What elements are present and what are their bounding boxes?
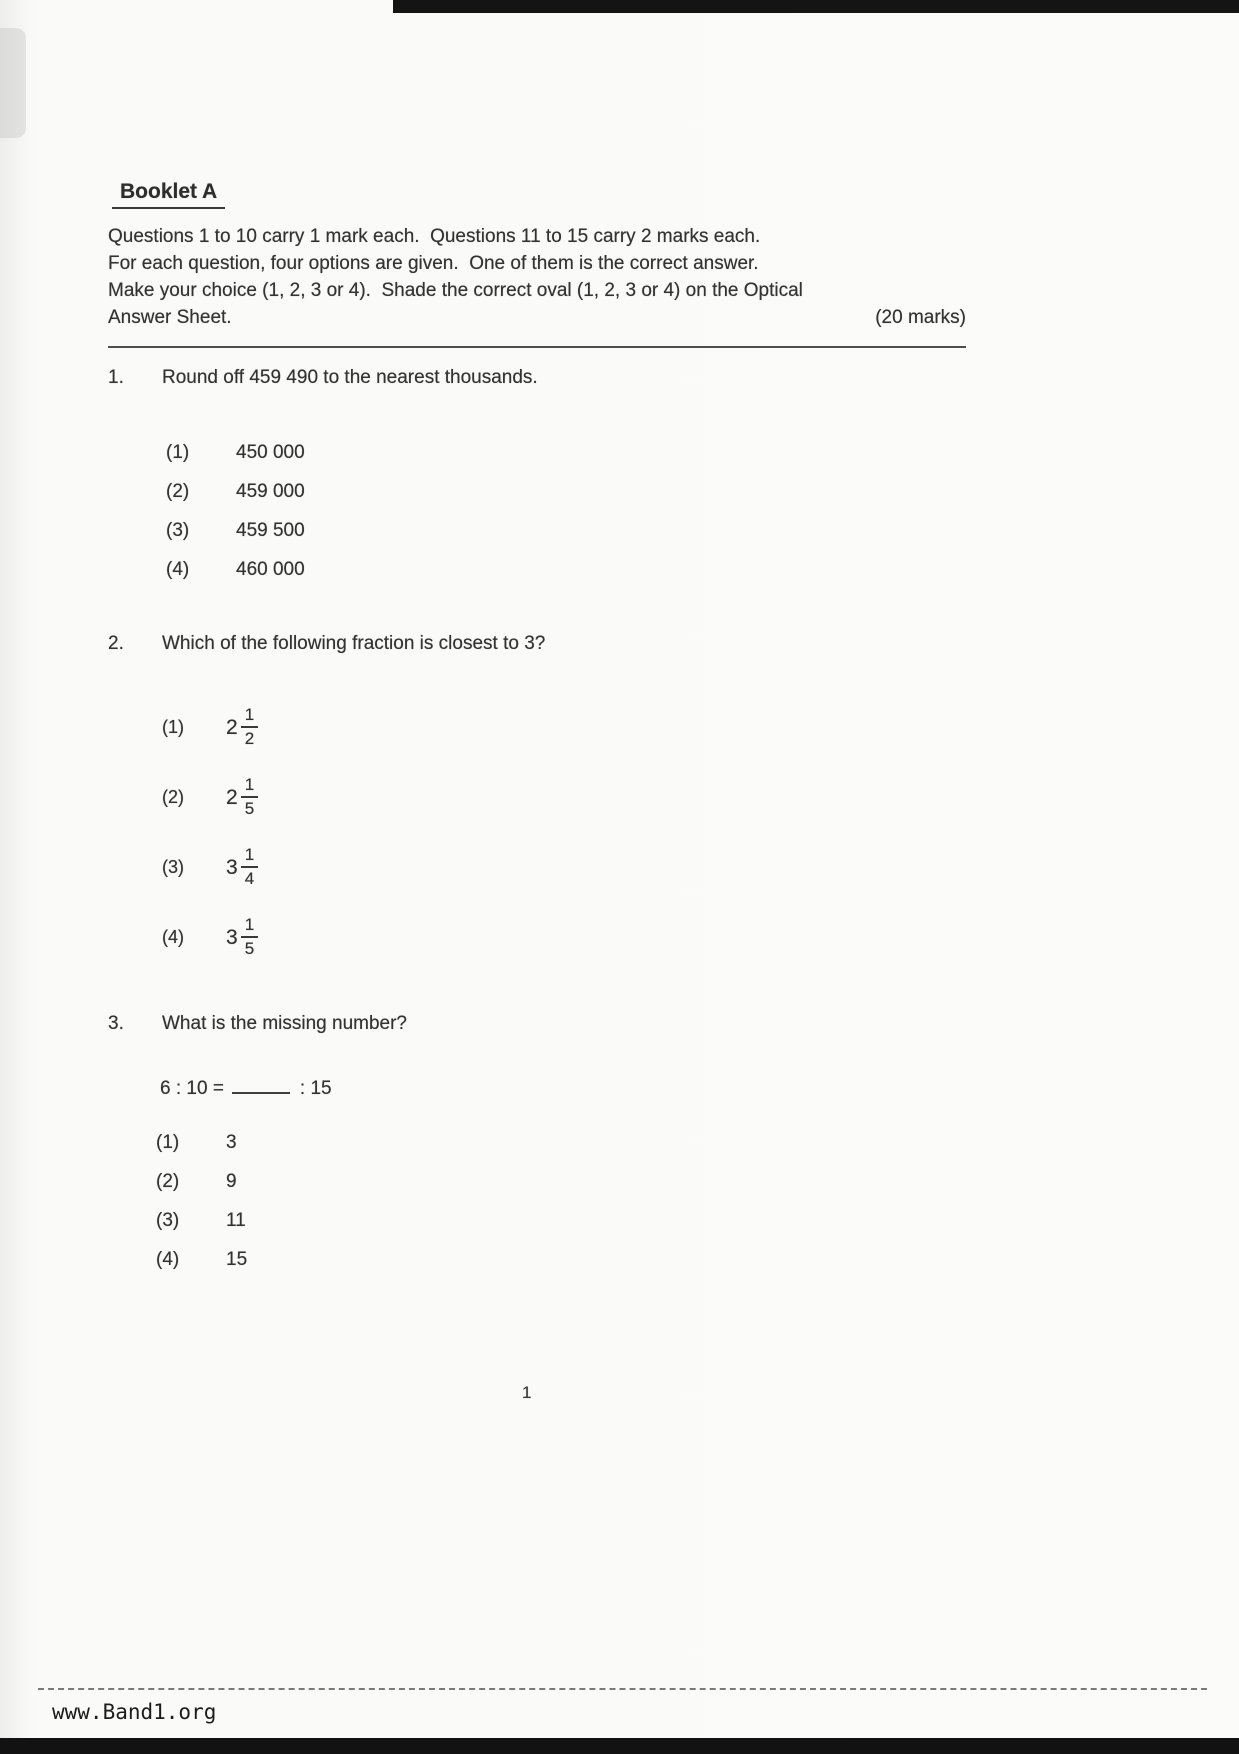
- fraction-whole: 3: [226, 855, 238, 879]
- equation: [160, 1073, 966, 1099]
- question-text: Which of the following fraction is closest to 3?: [162, 633, 546, 654]
- section-divider: [108, 346, 966, 348]
- instructions-line-2: For each question, four options are given. One of them is the correct answer.: [108, 253, 759, 274]
- option-value: 9: [226, 1171, 237, 1192]
- instructions: [108, 223, 966, 331]
- scan-artifact-top-bar: [393, 0, 1239, 13]
- question-number: 3.: [108, 1013, 124, 1034]
- option-label: (4): [162, 926, 184, 947]
- question-3-options: [156, 1129, 966, 1270]
- question-2: [108, 630, 966, 965]
- option-label: (4): [156, 1249, 180, 1270]
- option-row: [166, 517, 966, 541]
- mixed-number: [226, 845, 258, 888]
- option-row: [162, 769, 966, 825]
- question-2-options: [162, 699, 966, 965]
- fraction-denominator: 5: [244, 939, 255, 958]
- fraction-numerator: 1: [241, 775, 258, 798]
- mixed-number: [226, 915, 258, 958]
- option-label: (2): [156, 1171, 180, 1192]
- question-3-head: [108, 1010, 966, 1037]
- option-row: [166, 478, 966, 502]
- option-value: 3: [226, 1132, 237, 1153]
- question-number: 2.: [108, 633, 124, 654]
- option-label: (2): [166, 481, 190, 502]
- question-text: Round off 459 490 to the nearest thousands.: [162, 367, 538, 388]
- footer-url: www.Band1.org: [52, 1700, 217, 1724]
- mixed-number: [226, 775, 258, 818]
- equation-before: 6 : 10 =: [160, 1078, 224, 1099]
- option-row: [156, 1168, 966, 1192]
- instructions-line-1: Questions 1 to 10 carry 1 mark each. Questions 11 to 15 carry 2 marks each.: [108, 226, 761, 247]
- option-row: [166, 556, 966, 580]
- fraction: [241, 915, 258, 958]
- fraction-whole: 3: [226, 925, 238, 949]
- instructions-line-4-text: Answer Sheet.: [108, 307, 232, 328]
- option-value: 450 000: [236, 442, 305, 463]
- footer-dashed-line: [38, 1688, 1207, 1690]
- fraction-denominator: 4: [244, 869, 255, 888]
- question-3: [108, 1010, 966, 1270]
- scan-artifact-bottom-bar: [0, 1738, 1239, 1754]
- question-1-options: [166, 439, 966, 580]
- option-row: [162, 699, 966, 755]
- fraction-denominator: 2: [244, 729, 255, 748]
- option-row: [156, 1207, 966, 1231]
- fraction-numerator: 1: [241, 845, 258, 868]
- option-value: 460 000: [236, 559, 305, 580]
- booklet-title: Booklet A: [112, 178, 225, 209]
- fraction: [241, 775, 258, 818]
- fraction: [241, 705, 258, 748]
- fraction-denominator: 5: [244, 799, 255, 818]
- fraction-whole: 2: [226, 785, 238, 809]
- option-row: [156, 1129, 966, 1153]
- option-label: (3): [162, 856, 184, 877]
- option-value: 459 500: [236, 520, 305, 541]
- scan-artifact-smudge: [0, 28, 26, 138]
- question-number: 1.: [108, 367, 124, 388]
- option-label: (3): [166, 520, 190, 541]
- option-label: (2): [162, 786, 184, 807]
- option-label: (1): [156, 1132, 180, 1153]
- question-1-head: [108, 364, 966, 391]
- option-label: (3): [156, 1210, 180, 1231]
- option-label: (4): [166, 559, 190, 580]
- page-number: 1: [522, 1383, 532, 1402]
- fraction-numerator: 1: [241, 705, 258, 728]
- option-label: (1): [162, 716, 184, 737]
- option-value: 15: [226, 1249, 248, 1270]
- option-row: [166, 439, 966, 463]
- fraction-whole: 2: [226, 715, 238, 739]
- marks-label: (20 marks): [875, 307, 966, 328]
- question-1: [108, 364, 966, 580]
- answer-blank: [232, 1073, 290, 1094]
- fraction-numerator: 1: [241, 915, 258, 938]
- instructions-line-3: Make your choice (1, 2, 3 or 4). Shade the correct oval (1, 2, 3 or 4) on the Optical: [108, 280, 803, 301]
- fraction: [241, 845, 258, 888]
- option-value: 459 000: [236, 481, 305, 502]
- option-row: [162, 909, 966, 965]
- option-row: [156, 1246, 966, 1270]
- instructions-line-4: [108, 304, 966, 331]
- option-row: [162, 839, 966, 895]
- mixed-number: [226, 705, 258, 748]
- option-label: (1): [166, 442, 190, 463]
- question-2-head: [108, 630, 966, 657]
- equation-after: : 15: [299, 1078, 332, 1099]
- option-value: 11: [226, 1210, 246, 1231]
- question-text: What is the missing number?: [162, 1013, 407, 1034]
- content-column: [108, 178, 966, 1285]
